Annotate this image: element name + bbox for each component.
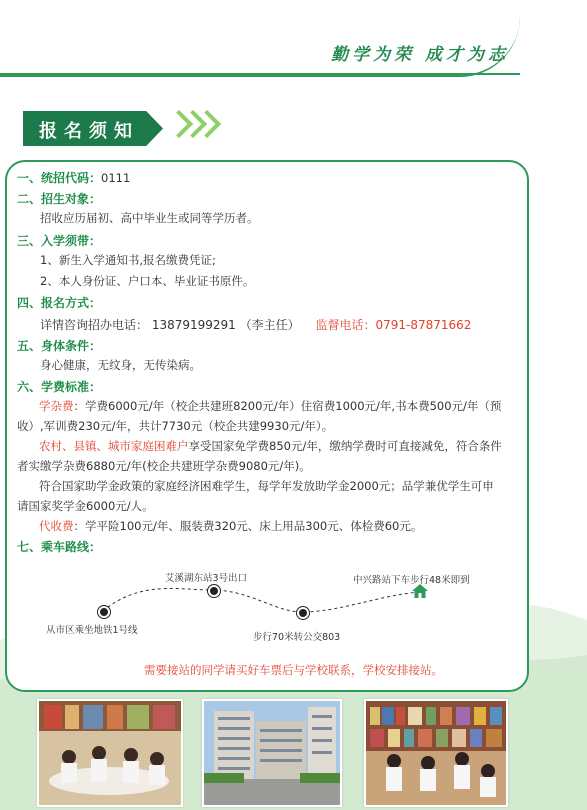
collection-label: 代收费 (39, 519, 74, 533)
route-map (0, 560, 587, 660)
route-stop2-label: 步行70米转公交803 (253, 632, 341, 643)
collection-text: ：学平险100元/年、服装费320元、床上用品300元、体检费60元。 (73, 519, 423, 533)
waiver-text: 享受国家免学费850元/年，缴纳学费时可直接减免，符合条件者实缴学杂费6880元/年(校企共建班学杂费9080元/年)。 (17, 439, 502, 473)
section-banner (23, 111, 213, 146)
waiver-paragraph (17, 436, 505, 476)
section-title: 五、身体条件： (17, 339, 102, 353)
pickup-notice: 需要接站的同学请买好车票后与学校联系，学校安排接站。 (144, 663, 443, 677)
requirement-item: 2、本人身份证、户口本、毕业证书原件。 (40, 274, 255, 288)
aid-paragraph: 符合国家助学金政策的家庭经济困难学生，每学年发放助学金2000元；品学兼优学生可申请国家奖学金6000元/人。 (17, 479, 494, 513)
route-stop-dot (297, 607, 309, 619)
students-library-photo (364, 699, 508, 807)
route-start-dot (98, 606, 110, 618)
contact-line (40, 316, 471, 333)
section-title: 六、学费标准： (17, 380, 102, 394)
library-reading-photo (37, 699, 183, 807)
route-stop-dot (208, 585, 220, 597)
tuition-paragraph (17, 396, 505, 436)
enrollment-target-text: 招收应历届初、高中毕业生或同等学历者。 (40, 211, 259, 225)
waiver-label: 农村、县镇、城市家庭困难户 (39, 439, 189, 453)
section-title: 三、入学须带： (17, 234, 102, 248)
header-rule (0, 73, 520, 75)
section-title: 四、报名方式： (17, 296, 102, 310)
code-value: 0111 (101, 171, 131, 185)
section-title: 七、乘车路线： (17, 540, 102, 554)
header-arc (0, 0, 520, 77)
health-text: 身心健康，无纹身，无传染病。 (40, 358, 201, 372)
tuition-text: ：学费6000元/年（校企共建班8200元/年）住宿费1000元/年,书本费500元/年（预收）,军训费230元/年，共计7730元（校企共建9930元/年）。 (17, 399, 502, 433)
section-title: 二、招生对象： (17, 192, 102, 206)
requirement-item: 1、新生入学通知书,报名缴费凭证; (40, 253, 216, 267)
section-code (17, 169, 130, 186)
route-end-label: 中兴路站下车步行48米即到 (353, 575, 470, 586)
collection-paragraph (17, 516, 505, 536)
section-title: 一、统招代码： (17, 171, 102, 185)
route-stop1-label: 艾溪湖东站3号出口 (165, 573, 248, 584)
campus-building-photo (202, 699, 342, 807)
slogan: 勤学为荣 成才为志 (331, 45, 509, 65)
route-start-label: 从市区乘坐地铁1号线 (46, 625, 138, 636)
supervise-phone: 监督电话：0791-87871662 (315, 318, 472, 332)
tuition-label: 学杂费 (39, 399, 74, 413)
banner-title: 报名须知 (39, 121, 139, 142)
consult-phone: 详情咨询招办电话： 13879199291 （李主任） (40, 318, 300, 332)
